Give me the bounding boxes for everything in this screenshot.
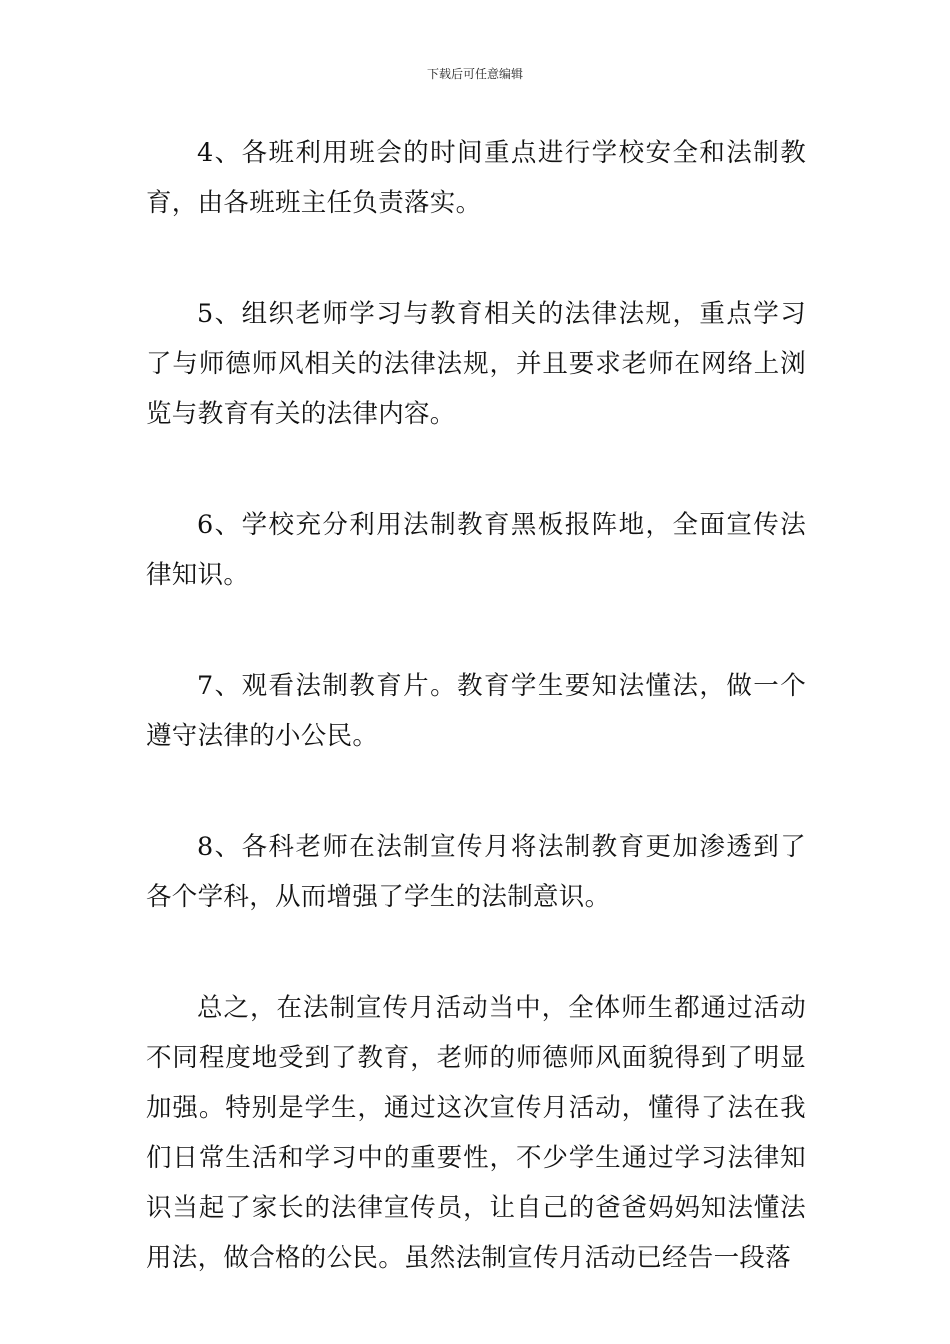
paragraph-item-5: 5、组织老师学习与教育相关的法律法规，重点学习了与师德师风相关的法律法规，并且要求老师在网络上浏览与教育有关的法律内容。 (146, 299, 806, 429)
paragraph-item-7: 7、观看法制教育片。教育学生要知法懂法，做一个遵守法律的小公民。 (146, 671, 806, 751)
paragraph-summary: 总之，在法制宣传月活动当中，全体师生都通过活动不同程度地受到了教育，老师的师德师风面貌得到了明显加强。特别是学生，通过这次宣传月活动，懂得了法在我们日常生活和学习中的重要性，不少学生通过学习法律知识当起了家长的法律宣传员，让自己的爸爸妈妈知法懂法用法，做合格的公民。虽然法制宣传月活动已经告一段落 (146, 993, 806, 1273)
document-body (146, 128, 806, 1344)
page-header-note: 下载后可任意编辑 (426, 67, 523, 81)
paragraph-item-6: 6、学校充分利用法制教育黑板报阵地，全面宣传法律知识。 (146, 510, 806, 590)
paragraph-item-8: 8、各科老师在法制宣传月将法制教育更加渗透到了各个学科，从而增强了学生的法制意识。 (146, 832, 806, 912)
paragraph-item-4: 4、各班利用班会的时间重点进行学校安全和法制教育，由各班班主任负责落实。 (146, 138, 806, 218)
